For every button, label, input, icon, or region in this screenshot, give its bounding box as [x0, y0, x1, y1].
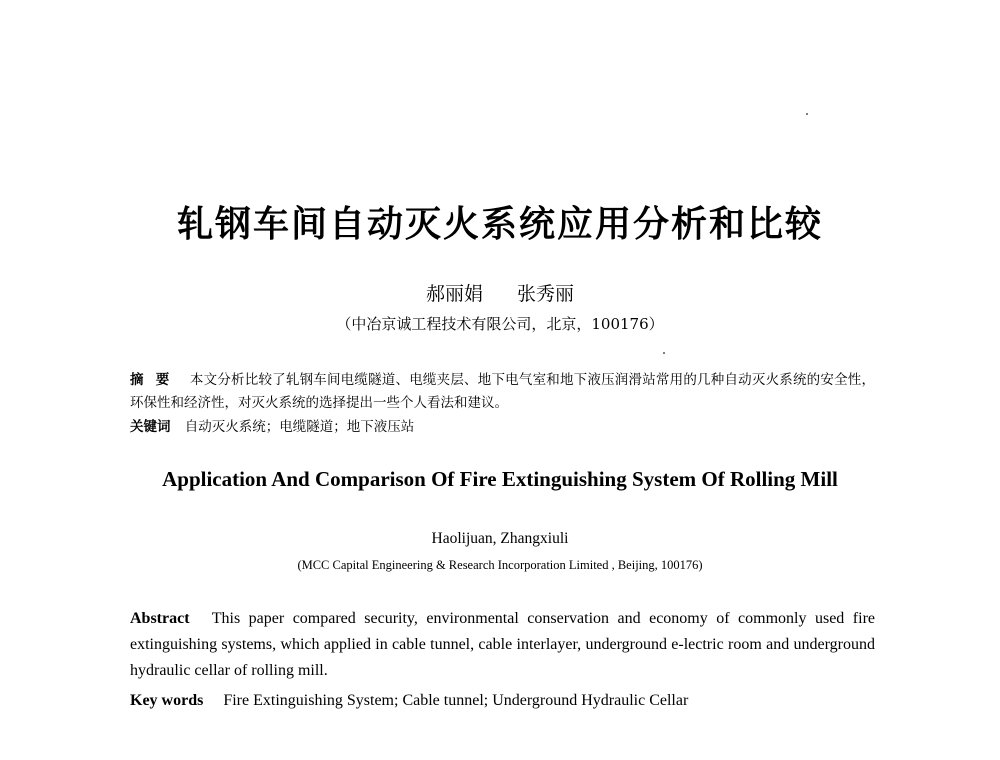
chinese-abstract — [130, 369, 875, 415]
chinese-abstract-label: 摘要 — [130, 372, 182, 388]
english-keywords — [130, 688, 875, 714]
english-keywords-label: Key words — [130, 692, 204, 709]
chinese-keywords-label: 关键词 — [130, 419, 171, 435]
chinese-title: 轧钢车间自动灭火系统应用分析和比较 — [176, 204, 823, 245]
chinese-keywords — [130, 416, 875, 439]
author-name: 张秀丽 — [517, 283, 575, 305]
english-abstract-label: Abstract — [130, 610, 190, 627]
chinese-affiliation: （中冶京诚工程技术有限公司，北京，100176） — [336, 315, 664, 333]
chinese-keywords-text: 自动灭火系统；电缆隧道；地下液压站 — [184, 419, 415, 435]
english-affiliation: (MCC Capital Engineering & Research Incorporation Limited , Beijing, 100176) — [297, 558, 703, 572]
scan-speck — [663, 352, 665, 354]
author-name: 郝丽娟 — [425, 283, 483, 305]
english-authors: Haolijuan, Zhangxiuli — [431, 530, 569, 547]
english-abstract-text: This paper compared security, environmental conservation and economy of commonly used fire extinguishing systems, which applied in cable tunnel, cable interlayer, underground e-lectric room and underground hydraulic cellar of rolling mill. — [130, 610, 875, 679]
scan-speck — [806, 113, 808, 115]
english-keywords-text: Fire Extinguishing System; Cable tunnel; Underground Hydraulic Cellar — [223, 692, 689, 709]
chinese-abstract-text: 本文分析比较了轧钢车间电缆隧道、电缆夹层、地下电气室和地下液压润滑站常用的几种自动灭火系统的安全性，环保性和经济性，对灭火系统的选择提出一些个人看法和建议。 — [130, 372, 876, 411]
english-abstract — [130, 606, 875, 684]
english-title: Application And Comparison Of Fire Extinguishing System Of Rolling Mill — [162, 467, 838, 491]
chinese-authors — [0, 279, 1000, 306]
